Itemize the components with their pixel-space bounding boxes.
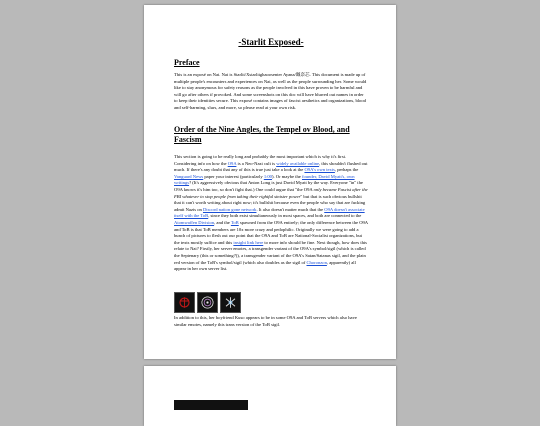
link-atomwaffen[interactable]: Atomwaffen Division bbox=[174, 219, 215, 225]
emote-images bbox=[174, 292, 241, 313]
text-run: is a Neo-Nazi cult is bbox=[236, 160, 277, 166]
text-run: , this shouldn't flushed out much. If there's any doubt that any of this is true just take a look at the bbox=[174, 160, 368, 173]
text-run: spawned from the O9A entirely; the only difference between the O9A and ToB is that ToB members are 10x more crazy and pedophilic. Originally we were going to add a bunch of pictures to flesh out our point that the O9A and ToB are National-Socialist organizations, but the texts mostly suffice and this bbox=[174, 219, 368, 245]
o9a-section-heading: Order of the Nine Angles, the Tempel ov Blood, and Fascism bbox=[174, 125, 350, 144]
link-timestamp[interactable]: 1:00 bbox=[263, 173, 272, 179]
link-myatt-writings[interactable]: founder, David Myatt's, own writings bbox=[174, 173, 355, 186]
satanas-sigil-icon bbox=[220, 292, 241, 313]
document-page-1 bbox=[144, 5, 396, 359]
text-run: ? (It's aggressively obvious that Anton Long is just David Myatt by the way. Everyone "in" the O9A knows it's him too, so don't fight that.) One could argue that "the O9A bbox=[174, 180, 363, 192]
text-run: This section is going to be really long and probably the most important which is why it's first. Considering info on how the bbox=[174, 154, 347, 166]
link-o9a-tob[interactable]: O9A doesn't associate itself with the ToB bbox=[174, 206, 365, 219]
link-insight[interactable]: insight link here bbox=[233, 239, 264, 245]
preface-paragraph: This is an exposé on Nai. Nai is Starlit/Xstarlitghaoosenter Ayana/珮奈芯. This document is made up of multiple people's encounters and experiences on Nai, as well as the people surrounding her. Some would like to stay anonymous for safety reasons as the people involved in this have proven to be harmful and will go after others if provoked. And some screenshots on this doc will have blurred out names in order to keep their identities secure. This exposé contains images of fascist aesthetics and organizations, blood and self-harming, slurs, and more, so please read at your own risk. bbox=[174, 72, 367, 110]
boyfriend-paragraph: In addition to this, her boyfriend Kuso appears to be in some O9A and ToB servers which also have similar emotes, namely this trans version of the ToB sigil. bbox=[174, 315, 357, 327]
text-run: , apparently) all appear in her own server list. bbox=[174, 259, 356, 272]
text-run: , since they both exist simultaneously in most spaces, and both are connected to the bbox=[208, 213, 362, 219]
text-run: to more info should be fine. Next though, how does this relate to Nai? Firstly, her server emotes, a transgender variant of the O9A's symbol/sigil (which is called the Septenary (this or something?)), a transgender variant of the O9A's Satan/Satanas sigil, and the plain red version of the ToB's symbol/sigil (which also doubles as the sigil of bbox=[174, 239, 367, 265]
emphasis-text: only became Fascist after the FBI whatever to stop people from taking their rightful sinister power bbox=[174, 186, 368, 199]
link-o9a-texts[interactable]: O9A's own texts bbox=[304, 167, 335, 173]
link-vanguard-news[interactable]: Vanguard News bbox=[174, 173, 204, 179]
preface-heading: Preface bbox=[174, 58, 200, 67]
o9a-section-paragraph bbox=[174, 154, 368, 273]
text-run: , and the bbox=[214, 219, 231, 225]
link-tob[interactable]: ToB bbox=[230, 219, 239, 225]
text-run: , perhaps the bbox=[334, 167, 359, 173]
link-o9a[interactable]: O9A bbox=[227, 160, 237, 166]
link-widely-available[interactable]: widely available online bbox=[276, 160, 320, 166]
document-title: -Starlit Exposed- bbox=[238, 37, 304, 47]
red-sigil-icon bbox=[174, 292, 195, 313]
text-run: . It also doesn't matter much that the bbox=[256, 206, 325, 212]
document-page-2 bbox=[144, 366, 396, 426]
link-discord-network[interactable]: Discord nation gone network bbox=[202, 206, 257, 212]
septenary-sigil-icon bbox=[197, 292, 218, 313]
link-choronzon[interactable]: Choronzon bbox=[306, 259, 327, 265]
text-run: ). Or maybe the bbox=[271, 173, 302, 179]
page-2-image bbox=[174, 400, 248, 410]
text-run: paper your interest (particularly bbox=[203, 173, 264, 179]
text-run: " but that is such obvious bullshit that it can't worth writing about right now; it's bullshit because even the people who say that are fucking admit Nazis on bbox=[174, 193, 366, 212]
